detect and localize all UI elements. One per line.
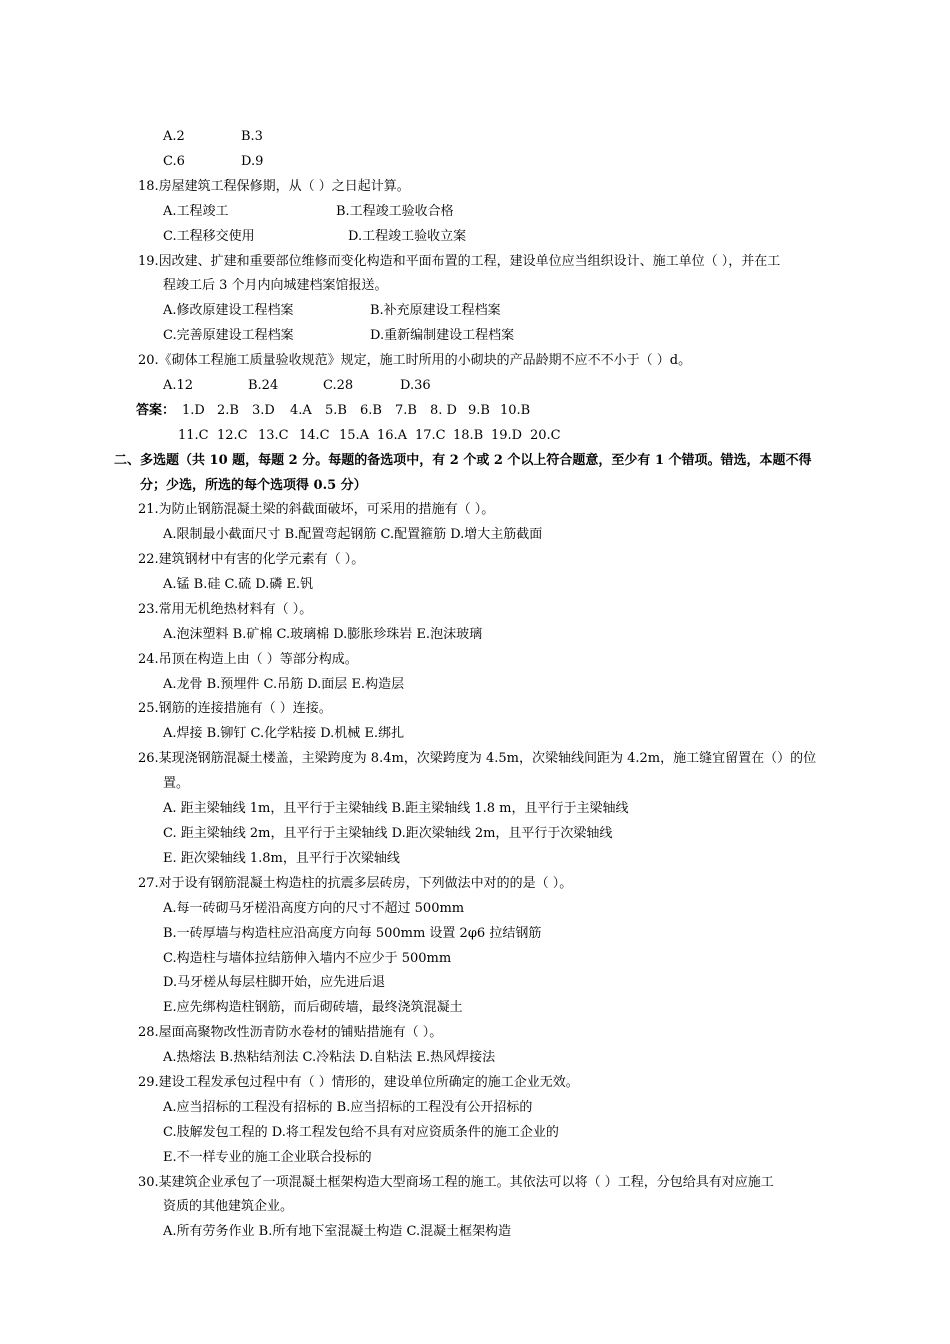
q26-stem-line1: 26.某现浇钢筋混凝土楼盖，主梁跨度为 8.4m，次梁跨度为 4.5m，次梁轴线间距为 4.2m，施工缝宜留置在（）的位 bbox=[138, 751, 817, 766]
q28-stem: 28.屋面高聚物改性沥青防水卷材的铺贴措施有（ ）。 bbox=[138, 1025, 443, 1040]
q25-stem: 25.钢筋的连接措施有（ ）连接。 bbox=[138, 701, 332, 716]
answer-16: 16.A bbox=[377, 428, 408, 443]
q17-option-b: B.3 bbox=[241, 129, 263, 144]
q30-stem-line1: 30.某建筑企业承包了一项混凝土框架构造大型商场工程的施工。其依法可以将（ ）工程，分包给具有对应施工 bbox=[138, 1175, 774, 1190]
q27-option-d: D.马牙槎从每层柱脚开始，应先进后退 bbox=[163, 975, 386, 990]
q17-option-c: C.6 bbox=[163, 154, 185, 169]
answer-9: 9.B bbox=[468, 403, 490, 418]
q20-option-b: B.24 bbox=[248, 378, 279, 393]
answer-7: 7.B bbox=[395, 403, 417, 418]
answer-1: 1.D bbox=[182, 403, 205, 418]
q23-options: A.泡沫塑料 B.矿棉 C.玻璃棉 D.膨胀珍珠岩 E.泡沫玻璃 bbox=[163, 627, 483, 642]
q22-stem: 22.建筑钢材中有害的化学元素有（ ）。 bbox=[138, 552, 365, 567]
q18-stem: 18.房屋建筑工程保修期，从（ ）之日起计算。 bbox=[138, 179, 410, 194]
q29-options-cd: C.肢解发包工程的 D.将工程发包给不具有对应资质条件的施工企业的 bbox=[163, 1125, 559, 1140]
q19-option-c: C.完善原建设工程档案 bbox=[163, 328, 294, 343]
q25-options: A.焊接 B.铆钉 C.化学粘接 D.机械 E.绑扎 bbox=[163, 726, 405, 741]
q29-stem: 29.建设工程发承包过程中有（ ）情形的，建设单位所确定的施工企业无效。 bbox=[138, 1075, 579, 1090]
q26-options-ab: A. 距主梁轴线 1m，且平行于主梁轴线 B.距主梁轴线 1.8 m，且平行于主梁轴线 bbox=[163, 801, 629, 816]
q19-option-a: A.修改原建设工程档案 bbox=[163, 303, 294, 318]
q20-stem: 20.《砌体工程施工质量验收规范》规定，施工时所用的小砌块的产品龄期不应不不小于（ ）d。 bbox=[138, 353, 692, 368]
q27-option-c: C.构造柱与墙体拉结筋伸入墙内不应少于 500mm bbox=[163, 951, 452, 966]
section2-heading-line2: 分；少选，所选的每个选项得 0.5 分） bbox=[140, 478, 367, 493]
answer-8: 8. D bbox=[430, 403, 457, 418]
q19-option-b: B.补充原建设工程档案 bbox=[370, 303, 501, 318]
q29-options-ab: A.应当招标的工程没有招标的 B.应当招标的工程没有公开招标的 bbox=[163, 1100, 533, 1115]
q27-option-a: A.每一砖砌马牙槎沿高度方向的尺寸不超过 500mm bbox=[163, 901, 465, 916]
q27-stem: 27.对于设有钢筋混凝土构造柱的抗震多层砖房，下列做法中对的的是（ ）。 bbox=[138, 876, 573, 891]
answer-10: 10.B bbox=[500, 403, 531, 418]
answers-label: 答案： bbox=[136, 403, 176, 418]
q27-option-e: E.应先绑构造柱钢筋，而后砌砖墙，最终浇筑混凝土 bbox=[163, 1000, 463, 1015]
q24-stem: 24.吊顶在构造上由（ ）等部分构成。 bbox=[138, 652, 358, 667]
answer-15: 15.A bbox=[339, 428, 370, 443]
answer-6: 6.B bbox=[360, 403, 382, 418]
answer-14: 14.C bbox=[299, 428, 330, 443]
answer-12: 12.C bbox=[217, 428, 248, 443]
answer-19: 19.D bbox=[491, 428, 523, 443]
answer-5: 5.B bbox=[325, 403, 347, 418]
q20-option-d: D.36 bbox=[400, 378, 431, 393]
q26-stem-line2: 置。 bbox=[163, 776, 190, 791]
q19-stem-line1: 19.因改建、扩建和重要部位维修而变化构造和平面布置的工程，建设单位应当组织设计、施工单位（ ），并在工 bbox=[138, 254, 781, 269]
q20-option-a: A.12 bbox=[163, 378, 194, 393]
q18-option-a: A.工程竣工 bbox=[163, 204, 229, 219]
answer-20: 20.C bbox=[530, 428, 561, 443]
q21-options: A.限制最小截面尺寸 B.配置弯起钢筋 C.配置箍筋 D.增大主筋截面 bbox=[163, 527, 543, 542]
q18-option-d: D.工程竣工验收立案 bbox=[348, 229, 467, 244]
q17-option-a: A.2 bbox=[163, 129, 185, 144]
answer-17: 17.C bbox=[415, 428, 446, 443]
q21-stem: 21.为防止钢筋混凝土梁的斜截面破坏，可采用的措施有（ ）。 bbox=[138, 502, 495, 517]
section2-heading-line1: 二、多选题（共 10 题，每题 2 分。每题的备选项中，有 2 个或 2 个以上符合题意，至少有 1 个错项。错选，本题不得 bbox=[114, 453, 812, 468]
q30-options: A.所有劳务作业 B.所有地下室混凝土构造 C.混凝土框架构造 bbox=[163, 1224, 512, 1239]
answer-11: 11.C bbox=[178, 428, 209, 443]
q22-options: A.锰 B.硅 C.硫 D.磷 E.钒 bbox=[163, 577, 314, 592]
answer-4: 4.A bbox=[290, 403, 312, 418]
answer-2: 2.B bbox=[217, 403, 239, 418]
q29-option-e: E.不一样专业的施工企业联合投标的 bbox=[163, 1150, 372, 1165]
q26-option-e: E. 距次梁轴线 1.8m，且平行于次梁轴线 bbox=[163, 851, 400, 866]
q19-stem-line2: 程竣工后 3 个月内向城建档案馆报送。 bbox=[163, 278, 388, 293]
answer-13: 13.C bbox=[258, 428, 289, 443]
q27-option-b: B.一砖厚墙与构造柱应沿高度方向每 500mm 设置 2φ6 拉结钢筋 bbox=[163, 926, 542, 941]
q18-option-c: C.工程移交使用 bbox=[163, 229, 255, 244]
q28-options: A.热熔法 B.热粘结剂法 C.冷粘法 D.自粘法 E.热风焊接法 bbox=[163, 1050, 496, 1065]
answer-18: 18.B bbox=[453, 428, 484, 443]
answer-3: 3.D bbox=[252, 403, 275, 418]
q30-stem-line2: 资质的其他建筑企业。 bbox=[163, 1199, 294, 1214]
q19-option-d: D.重新编制建设工程档案 bbox=[370, 328, 515, 343]
q17-option-d: D.9 bbox=[241, 154, 264, 169]
q18-option-b: B.工程竣工验收合格 bbox=[336, 204, 454, 219]
q23-stem: 23.常用无机绝热材料有（ ）。 bbox=[138, 602, 313, 617]
q20-option-c: C.28 bbox=[323, 378, 354, 393]
q26-options-cd: C. 距主梁轴线 2m，且平行于主梁轴线 D.距次梁轴线 2m，且平行于次梁轴线 bbox=[163, 826, 613, 841]
q24-options: A.龙骨 B.预埋件 C.吊筋 D.面层 E.构造层 bbox=[163, 677, 405, 692]
